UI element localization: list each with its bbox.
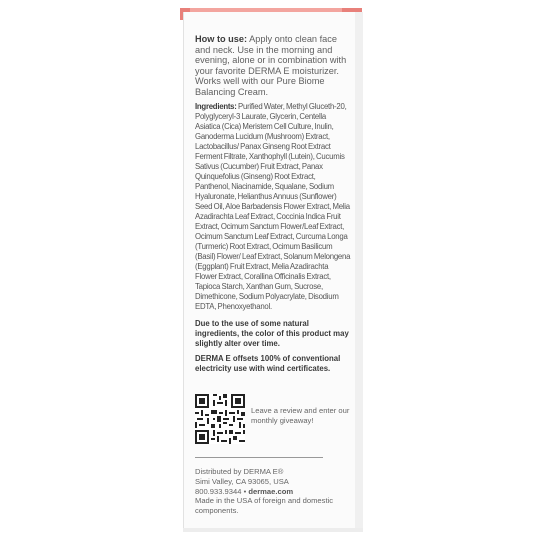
review-qr-row <box>195 394 351 444</box>
distributor-address: Simi Valley, CA 93065, USA <box>195 476 289 486</box>
distributor-contact <box>195 487 351 497</box>
how-to-use-section <box>195 34 351 97</box>
origin-statement: Made in the USA of foreign and domestic components. <box>195 496 334 516</box>
how-to-use-label: How to use: <box>195 34 248 44</box>
review-giveaway-text: Leave a review and enter our monthly giveaway! <box>251 405 350 425</box>
wind-energy-notice: DERMA E offsets 100% of conventional electricity use with wind certificates. <box>195 354 341 374</box>
ingredients-section <box>195 102 351 312</box>
distributor-info <box>195 467 351 516</box>
box-right-edge <box>355 12 363 532</box>
ingredients-text: Purified Water, Methyl Gluceth-20, Polyglyceryl-3 Laurate, Glycerin, Centella Asiatica (Cica) Meristem Cell Culture, Inulin, Ganoderma Lucidum (Mushroom) Extract, Lactobacillus/ Panax Ginseng Root Extract Ferment Filtrate, Xanthophyll (Lutein), Cucumis Sativus (Cucumber) Fruit Extract, Panax Quinquefolius (Ginseng) Root Extract, Panthenol, Niacinamide, Squalane, Sodium Hyaluronate, Helianthus Annuus (Sunflower) Seed Oil, Aloe Barbadensis Flower Extract, Melia Azadirachta Leaf Extract, Coccinia Indica Fruit Extract, Ocimum Sanctum Flower/Leaf Extract, Ocimum Sanctum Leaf Extract, Curcuma Longa (Turmeric) Root Extract, Ocimum Basilicum (Basil) Flower/ Leaf Extract, Solanum Melongena (Eggplant) Fruit Extract, Melia Azadirachta Flower Extract, Corallina Officinalis Extract, Tapioca Starch, Xanthan Gum, Sucrose, Dimethicone, Sodium Polyacrylate, Disodium EDTA, Phenoxyethanol. <box>195 102 351 311</box>
website-link[interactable]: dermae.com <box>248 486 294 496</box>
color-change-notice: Due to the use of some natural ingredients, the color of this product may slightly alter over time. <box>195 319 349 348</box>
ingredients-label: Ingredients: <box>195 102 237 111</box>
box-bottom-edge <box>183 528 363 532</box>
phone-number: 800.933.9344 <box>195 486 242 496</box>
label-content <box>195 34 351 516</box>
divider <box>195 457 323 458</box>
qr-code-icon[interactable] <box>195 394 245 444</box>
contact-separator: • <box>241 486 249 496</box>
how-to-use-text: Apply onto clean face and neck. Use in the morning and evening, alone or in combination with your favorite DERMA E moisturizer. Works well with our Pure Biome Balancing Cream. <box>195 34 347 97</box>
distributor-line: Distributed by DERMA E® <box>195 466 284 476</box>
